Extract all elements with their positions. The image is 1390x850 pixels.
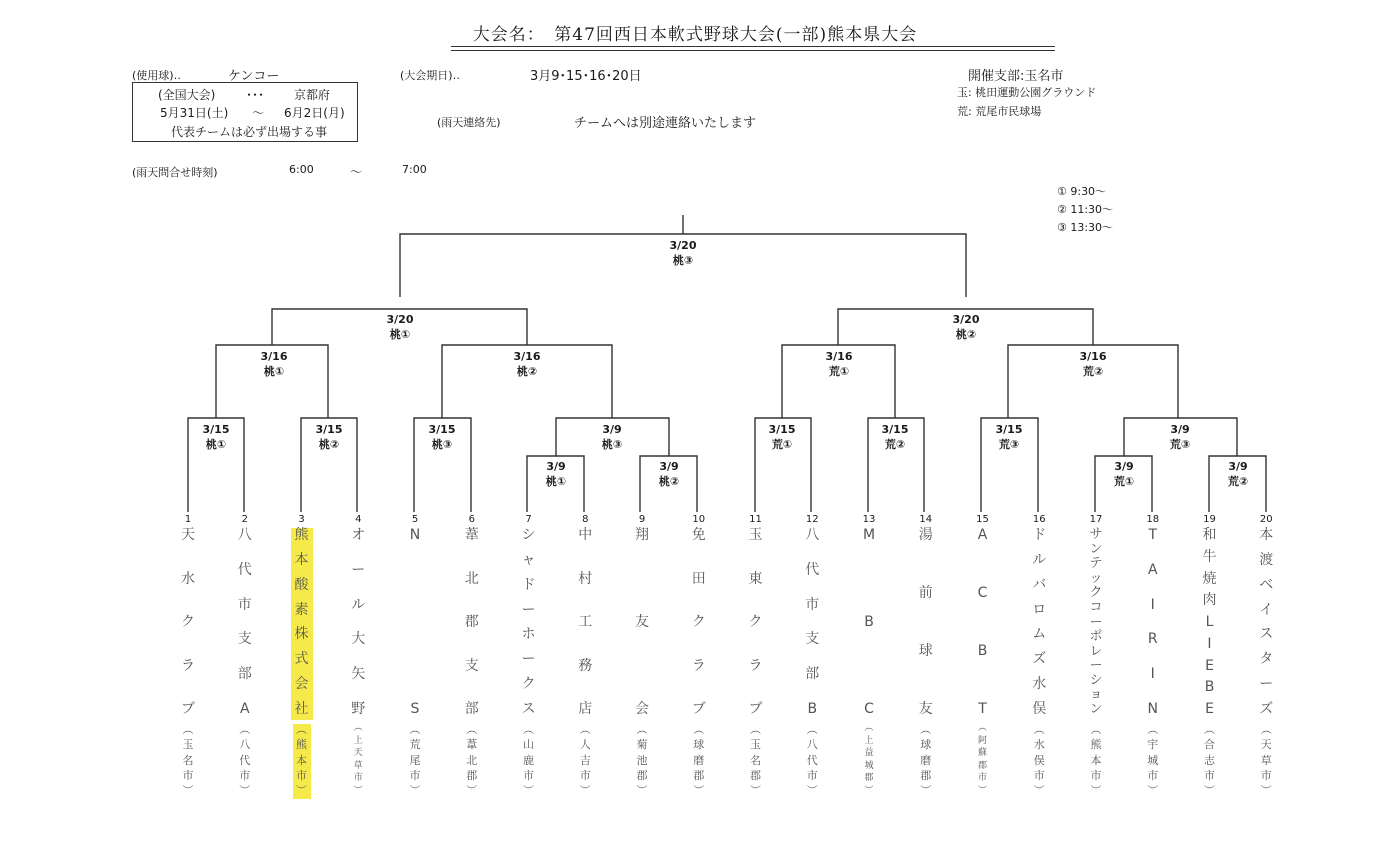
national-dots: ･･･: [246, 88, 265, 102]
team-region: ︵ 天 草 市 ︶: [1260, 723, 1272, 797]
team-region: ︵ 熊 本 市 ︶: [293, 724, 311, 799]
team-region: ︵ 八 代 市 ︶: [239, 723, 251, 797]
team-region: ︵ 人 吉 市 ︶: [579, 723, 591, 797]
team-number: 18: [1146, 514, 1160, 525]
match-r2-6: 3/15 荒②: [881, 423, 909, 451]
team-region: ︵ 合 志 市 ︶: [1204, 723, 1215, 797]
ball-value: ケンコー: [228, 69, 280, 84]
team-number: 20: [1259, 514, 1273, 525]
team-region: ︵ 水 俣 市 ︶: [1033, 723, 1045, 797]
rain-time-tilde: ～: [350, 165, 363, 179]
team-number: 11: [749, 514, 762, 525]
team-number: 10: [692, 514, 706, 525]
team-number: 7: [525, 514, 532, 525]
rain-contact-value: チームへは別途連絡いたします: [574, 116, 757, 131]
match-sf-left: 3/20 桃①: [386, 313, 414, 341]
match-r2-7: 3/15 荒③: [995, 423, 1023, 451]
match-r1-3: 3/9 荒①: [1113, 460, 1135, 488]
team-number: 17: [1089, 514, 1103, 525]
team-region: ︵ 玉 名 郡 ︶: [750, 723, 761, 797]
team-name: 湯 前 球 友: [918, 527, 933, 717]
team-name: T A I R I N: [1147, 527, 1158, 717]
team-number: 5: [411, 514, 419, 525]
team-name: 葦 北 郡 支 部: [464, 527, 479, 717]
rain-time-label: (雨天問合せ時刻): [132, 166, 218, 179]
team-name: 免 田 ク ラ ブ: [691, 527, 706, 717]
match-r1-1: 3/9 桃①: [545, 460, 567, 488]
match-r1-4: 3/9 荒②: [1227, 460, 1249, 488]
team-region: ︵ 菊 池 郡 ︶: [636, 723, 648, 797]
team-number: 8: [582, 514, 589, 525]
match-r2-2: 3/15 桃②: [315, 423, 343, 451]
team-name: 天 水 ク ラ ブ: [181, 527, 195, 717]
team-name: オ ー ル 大 矢 野: [351, 527, 366, 717]
team-number: 4: [355, 514, 362, 525]
period-label: (大会期日)‥: [400, 69, 460, 82]
team-name: M B C: [862, 527, 876, 717]
team-number: 15: [976, 514, 989, 525]
team-region: ︵ 阿 蘇 郡 市 ︶: [977, 723, 987, 796]
national-place: 京都府: [294, 88, 331, 102]
team-name: 玉 東 ク ラ ブ: [748, 527, 763, 717]
ball-label: (使用球)‥: [132, 69, 181, 82]
match-r2-1: 3/15 桃①: [202, 423, 230, 451]
match-qf-2: 3/16 桃②: [513, 350, 541, 378]
match-final: 3/20 桃③: [669, 239, 697, 267]
team-name: 本 渡 ベ イ ス タ ー ズ: [1259, 527, 1274, 717]
rain-contact-label: (雨天連絡先): [437, 116, 501, 129]
legend-slot-1: ① 9:30～: [1057, 185, 1107, 198]
match-r2-8: 3/9 荒③: [1169, 423, 1191, 451]
match-r2-3: 3/15 桃③: [428, 423, 456, 451]
team-number: 2: [241, 514, 248, 525]
team-number: 3: [298, 514, 305, 525]
team-region: ︵ 山 鹿 市 ︶: [523, 723, 534, 797]
team-number: 9: [638, 514, 646, 525]
legend-slot-3: ③ 13:30～: [1057, 221, 1114, 234]
team-number: 19: [1203, 514, 1216, 525]
match-qf-4: 3/16 荒②: [1079, 350, 1107, 378]
team-name: サ ン テ ッ ク コ ー ポ レ ー シ ョ ン: [1089, 527, 1103, 717]
team-region: ︵ 葦 北 郡 ︶: [466, 723, 478, 797]
team-name: 翔 友 会: [635, 527, 649, 717]
host-label: 開催支部:玉名市: [968, 69, 1064, 84]
tournament-title: 大会名： 第47回西日本軟式野球大会(一部)熊本県大会: [472, 25, 918, 45]
team-name: 八 代 市 支 部 A: [237, 527, 252, 717]
period-value: 3月9･15･16･20日: [530, 69, 642, 84]
team-region: ︵ 八 代 市 ︶: [806, 723, 818, 797]
team-region: ︵ 上 天 草 市 ︶: [353, 723, 363, 796]
team-name: ド ル バ ロ ム ズ 水 俣: [1032, 527, 1047, 717]
team-region: ︵ 荒 尾 市 ︶: [409, 723, 421, 797]
team-name: A C B T: [977, 527, 988, 717]
team-number: 13: [862, 514, 876, 525]
team-name: 熊 本 酸 素 株 式 会 社: [291, 528, 313, 720]
team-region: ︵ 球 磨 郡 ︶: [693, 723, 705, 797]
team-number: 16: [1032, 514, 1046, 525]
match-r2-4: 3/9 桃③: [601, 423, 623, 451]
match-qf-3: 3/16 荒①: [825, 350, 853, 378]
team-region: ︵ 玉 名 市 ︶: [182, 723, 194, 797]
match-qf-1: 3/16 桃①: [260, 350, 288, 378]
team-name: 和 牛 焼 肉 L I E B E: [1202, 527, 1217, 717]
team-number: 1: [184, 514, 192, 525]
rain-time-from: 6:00: [289, 163, 314, 176]
national-tilde: ～: [252, 106, 265, 120]
national-date-from: 5月31日(土): [160, 106, 229, 120]
team-name: 中 村 工 務 店: [578, 527, 593, 717]
team-number: 12: [805, 514, 819, 525]
team-region: ︵ 上 益 城 郡 ︶: [864, 723, 874, 796]
team-region: ︵ 球 磨 郡 ︶: [920, 723, 932, 797]
legend-slot-2: ② 11:30～: [1057, 203, 1114, 216]
national-date-to: 6月2日(月): [284, 106, 345, 120]
team-number: 6: [468, 514, 475, 525]
match-r1-2: 3/9 桃②: [658, 460, 680, 488]
team-region: ︵ 熊 本 市 ︶: [1090, 723, 1102, 797]
venue-2: 荒: 荒尾市民球場: [957, 105, 1042, 118]
team-region: ︵ 宇 城 市 ︶: [1147, 723, 1159, 797]
national-label: (全国大会): [158, 88, 216, 102]
team-name: シ ャ ド ー ホ ー ク ス: [521, 527, 536, 717]
match-r2-5: 3/15 荒①: [768, 423, 796, 451]
team-number: 14: [919, 514, 933, 525]
venue-1: 玉: 桃田運動公園グラウンド: [957, 86, 1097, 99]
national-note: 代表チームは必ず出場する事: [171, 125, 328, 139]
rain-time-to: 7:00: [402, 163, 427, 176]
team-name: N S: [409, 527, 421, 717]
team-name: 八 代 市 支 部 B: [805, 527, 820, 717]
match-sf-right: 3/20 桃②: [952, 313, 980, 341]
